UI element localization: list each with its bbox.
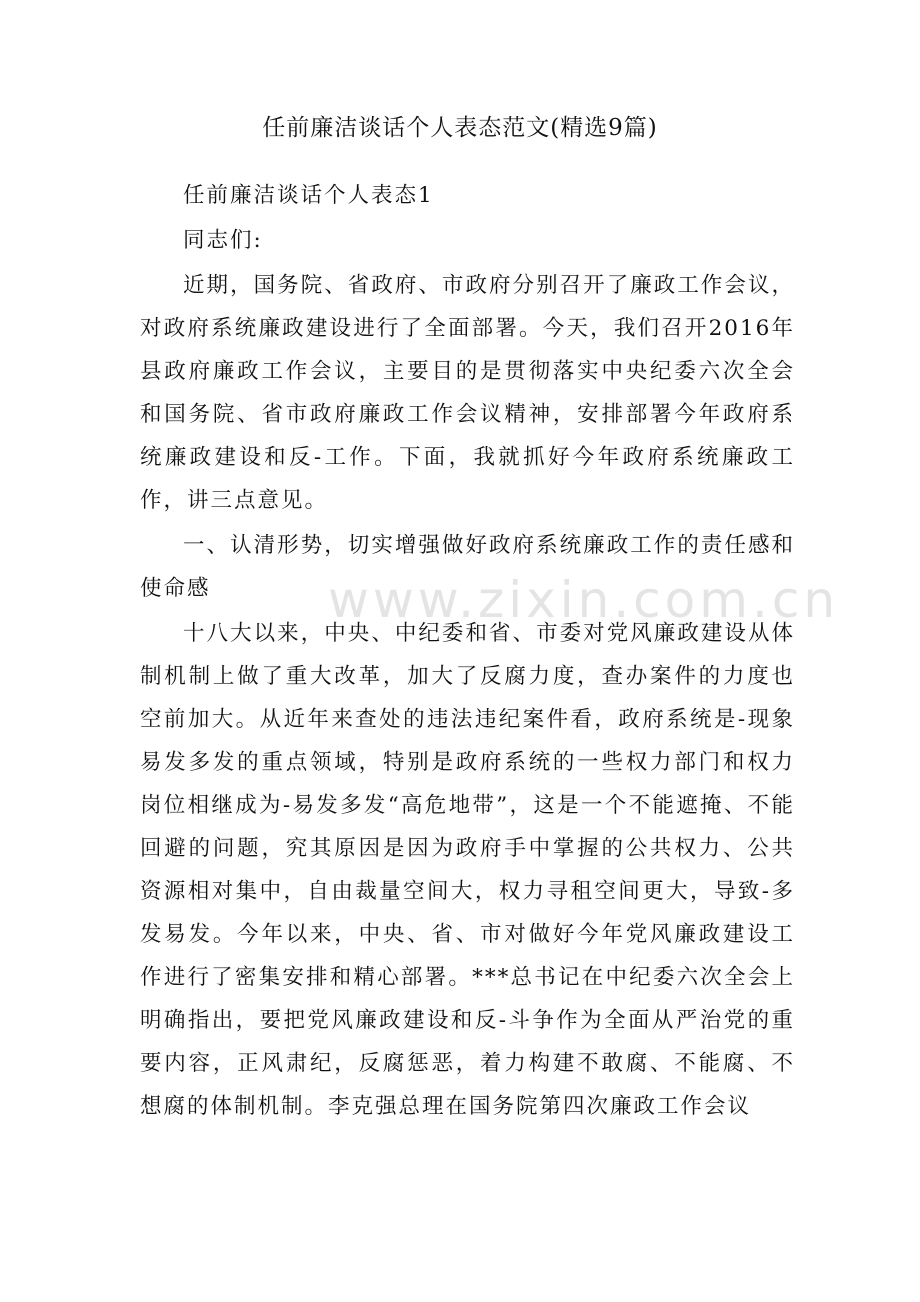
subsection-heading: 一、认清形势，切实增强做好政府系统廉政工作的责任感和使命感 (140, 533, 795, 601)
body-paragraph: 近期，国务院、省政府、市政府分别召开了廉政工作会议，对政府系统廉政建设进行了全面部署。今天，我们召开2016年县政府廉政工作会议，主要目的是贯彻落实中央纪委六次全会和国务院、省市政府廉政工作会议精神，安排部署今年政府系统廉政建设和反-工作。下面，我就抓好今年政府系统廉政工作，讲三点意见。 (140, 273, 795, 513)
document-body (140, 174, 795, 1130)
section-heading: 任前廉洁谈话个人表态1 (183, 183, 434, 208)
body-paragraph: 十八大以来，中央、中纪委和省、市委对党风廉政建设从体制机制上做了重大改革，加大了反腐力度，查办案件的力度也空前加大。从近年来查处的违法违纪案件看，政府系统是-现象易发多发的重点领域，特别是政府系统的一些权力部门和权力岗位相继成为-易发多发“高危地带”，这是一个不能遮掩、不能回避的问题，究其原因是因为政府手中掌握的公共权力、公共资源相对集中，自由裁量空间大，权力寻租空间更大，导致-多发易发。今年以来，中央、省、市对做好今年党风廉政建设工作进行了密集安排和精心部署。***总书记在中纪委六次全会上明确指出，要把党风廉政建设和反-斗争作为全面从严治党的重要内容，正风肃纪，反腐惩恶，着力构建不敢腐、不能腐、不想腐的体制机制。李克强总理在国务院第四次廉政工作会议 (140, 621, 795, 1119)
document-title: 任前廉洁谈话个人表态范文(精选9篇) (262, 115, 658, 141)
watermark: www.zixin.com.cn (328, 571, 840, 629)
salutation: 同志们: (183, 228, 263, 253)
